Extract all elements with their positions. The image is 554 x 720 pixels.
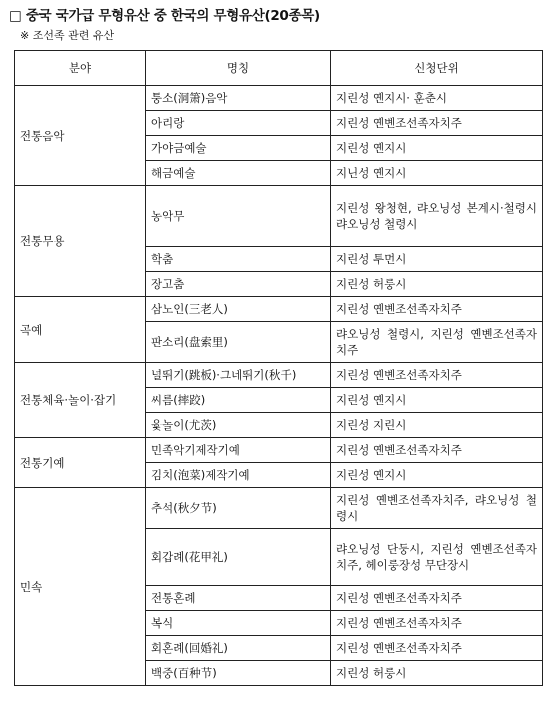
applicant-unit-cell: 지린성 옌볜조선족자치주: [331, 636, 543, 661]
applicant-unit-text: 지린성 왕청현, 랴오닝성 본계시·철령시 랴오닝성 철령시: [336, 201, 537, 231]
heritage-name-cell: 삼노인(三老人): [146, 297, 331, 322]
heritage-name-cell: 널뛰기(跳板)·그네뛰기(秋千): [146, 363, 331, 388]
heritage-name-cell: 장고춤: [146, 272, 331, 297]
heritage-name-cell: 민족악기제작기예: [146, 438, 331, 463]
applicant-unit-cell: 지린성 허룽시: [331, 661, 543, 686]
heritage-name-cell: 퉁소(洞箫)음악: [146, 86, 331, 111]
heritage-name-cell: 학춤: [146, 247, 331, 272]
heritage-name-cell: 회갑례(花甲礼): [146, 529, 331, 586]
applicant-unit-cell: 지린성 옌볜조선족자치주: [331, 611, 543, 636]
applicant-unit-cell: 지린성 옌볜조선족자치주: [331, 438, 543, 463]
heritage-name-cell: 판소리(盘索里): [146, 322, 331, 363]
table-row: [15, 438, 543, 463]
applicant-unit-cell: 지린성 옌지시· 훈춘시: [331, 86, 543, 111]
category-label: 전통체육·놀이·잡기: [20, 393, 117, 407]
category-cell: 전통음악: [15, 86, 146, 186]
header-category: 분야: [15, 51, 146, 86]
heritage-name-cell: 가야금예술: [146, 136, 331, 161]
applicant-unit-text: 랴오닝성 단둥시, 지린성 옌볜조선족자치주, 헤이룽장성 무단장시: [336, 542, 537, 572]
table-row: [15, 86, 543, 111]
heritage-name-cell: 씨름(摔跤): [146, 388, 331, 413]
applicant-unit-cell: 지린성 옌지시: [331, 463, 543, 488]
heritage-name-cell: 전통혼례: [146, 586, 331, 611]
applicant-unit-cell: [331, 488, 543, 529]
applicant-unit-text: 지린성 옌볜조선족자치주, 랴오닝성 철령시: [336, 493, 537, 523]
category-cell: [15, 363, 146, 438]
heritage-name-cell: 해금예술: [146, 161, 331, 186]
heritage-name-cell: 복식: [146, 611, 331, 636]
category-cell: 곡예: [15, 297, 146, 363]
applicant-unit-cell: 지린성 허룽시: [331, 272, 543, 297]
header-name: 명칭: [146, 51, 331, 86]
category-cell: 전통무용: [15, 186, 146, 297]
heritage-name-cell: 추석(秋夕节): [146, 488, 331, 529]
table-row: [15, 297, 543, 322]
applicant-unit-cell: [331, 322, 543, 363]
applicant-unit-cell: 지린성 옌지시: [331, 136, 543, 161]
category-cell: 민속: [15, 488, 146, 686]
table-header-row: [15, 51, 543, 86]
heritage-name-cell: 아리랑: [146, 111, 331, 136]
applicant-unit-cell: 지린성 투먼시: [331, 247, 543, 272]
category-cell: 전통기예: [15, 438, 146, 488]
applicant-unit-cell: 지닌성 옌지시: [331, 161, 543, 186]
applicant-unit-cell: 지린성 옌볜조선족자치주: [331, 297, 543, 322]
applicant-unit-cell: 지린성 옌볜조선족자치주: [331, 363, 543, 388]
table-row: [15, 488, 543, 529]
applicant-unit-cell: 지린성 옌볜조선족자치주: [331, 586, 543, 611]
applicant-unit-cell: 지린성 옌지시: [331, 388, 543, 413]
document-subtitle: ※ 조선족 관련 유산: [20, 29, 115, 42]
document-title: □ 중국 국가급 무형유산 중 한국의 무형유산(20종목): [9, 8, 320, 24]
heritage-name-cell: 김치(泡菜)제작기예: [146, 463, 331, 488]
applicant-unit-cell: [331, 186, 543, 247]
heritage-name-cell: 회혼례(回婚礼): [146, 636, 331, 661]
applicant-unit-cell: [331, 529, 543, 586]
table-row: [15, 186, 543, 247]
applicant-unit-cell: 지린성 옌볜조선족자치주: [331, 111, 543, 136]
heritage-name-cell: 농악무: [146, 186, 331, 247]
heritage-name-cell: 백중(百种节): [146, 661, 331, 686]
heritage-table: [14, 50, 543, 686]
applicant-unit-cell: 지린성 지린시: [331, 413, 543, 438]
header-unit: 신청단위: [331, 51, 543, 86]
heritage-name-cell: 윷놀이(尤茨): [146, 413, 331, 438]
table-row: [15, 363, 543, 388]
applicant-unit-text: 랴오닝성 철령시, 지린성 옌볜조선족자치주: [336, 327, 537, 357]
